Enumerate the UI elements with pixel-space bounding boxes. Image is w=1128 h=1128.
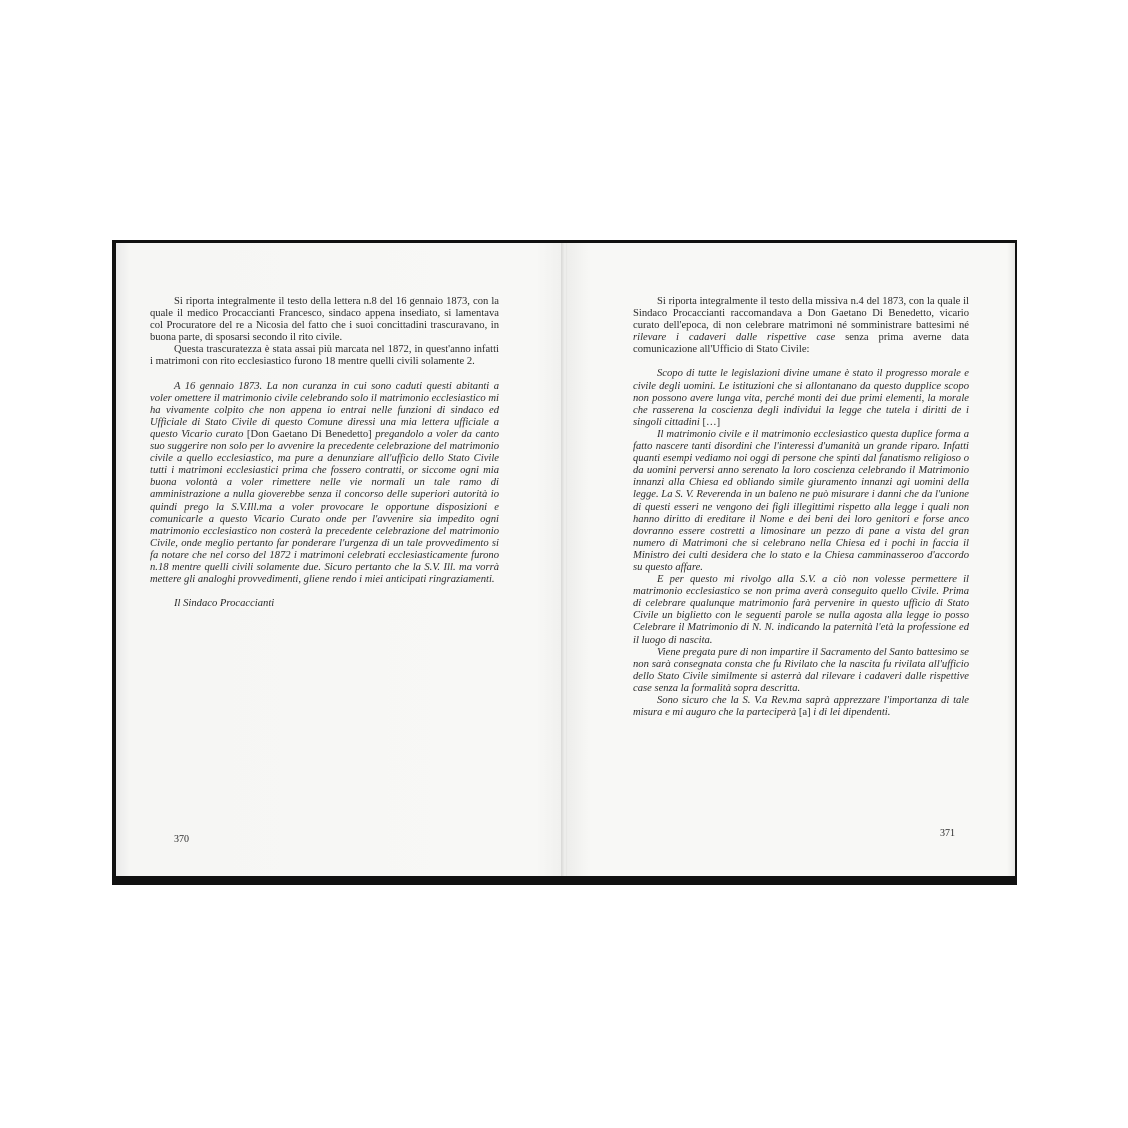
right-intro-start: Si riporta integralmente il testo della missiva n.4 del 1873, con la quale il Sindaco Procaccianti raccomandava a Don Gaetano Di Benedetto, vicario curato dell'epoca, di non celebrare matrimoni né somministrare battesimi né	[633, 296, 969, 332]
right-intro-italic: rilevare i cadaveri dalle rispettive case	[633, 332, 836, 344]
left-intro-paragraph: Si riporta integralmente il testo della lettera n.8 del 16 gennaio 1873, con la quale il medico Procaccianti Francesco, sindaco appena insediato, si lamentava col Procuratore del re a Nicosia del fatto che i suoi concittadini trascuravano, in buona parte, di sposarsi secondo il rito civile.	[150, 296, 499, 344]
right-intro-end: senza prima averne data comunicazione all'Ufficio di Stato Civile:	[633, 332, 969, 356]
missive-paragraph-3: E per questo mi rivolgo alla S.V. a ciò non volesse permettere il matrimonio ecclesiastico se non prima averà conseguito quello Civile. Prima di celebrare qualunque matrimonio farà pervenire in questo ufficio di Stato Civile un biglietto con le seguenti parole se nulla agosta alla legge io posso Celebrare il Matrimonio di N. N. indicando la paternità l'età la professione ed il luogo di nascita.	[633, 574, 969, 646]
open-book-scan	[112, 240, 1017, 885]
missive-paragraph-1-text: Scopo di tutte le legislazioni divine umane è stato il progresso morale e civile degli uomini. Le istituzioni che si allontanano da questo dupplice scopo non possono avere lunga vita, perché monti dei due primi elementi, la morale che rasserena la coscienza degli individui la legge che tutela i diritti de i singoli cittadini	[633, 368, 969, 428]
missive-paragraph-5-start: Sono sicuro che la S. V.a Rev.ma saprà apprezzare l'importanza di tale misura e mi auguro che la parteciperà	[633, 695, 969, 719]
missive-paragraph-5	[633, 695, 969, 719]
left-page-body	[150, 296, 499, 610]
page-number-left: 370	[174, 834, 189, 845]
page-number-right: 371	[940, 828, 955, 839]
right-page	[567, 243, 1015, 876]
right-page-body	[633, 296, 969, 719]
letter-signature: Il Sindaco Procaccianti	[174, 598, 275, 610]
missive-paragraph-2: Il matrimonio civile e il matrimonio ecclesiastico questa duplice forma a fatto nascere tanti disordini che l'interessi d'umanità un grande riparo. Infatti quanti esempi vediamo noi oggi di persone che spinti dal fanatismo religioso o da uomini perversi anno serenato la loro coscienza celebrando il Matrimonio innanzi alla Chiesa ed obliando simile giuramento innanzi agi uomini della legge. La S. V. Reverenda in un baleno ne può misurare i danni che da l'unione di questi esseri ne vengono dei figli illegittimi rispetto alla legge i quali non hanno diritto di ereditare il Nome e dei beni dei loro genitori e forse anco dovranno essere costretti a limosinare un pezzo di pane a vista del gran numero di Matrimoni che si celebrano nella Chiesa ed i pochi in faccia il Ministro dei culti desidera che lo stato e la Chiesa camminasseroo d'accordo su questo affare.	[633, 428, 969, 573]
missive-editorial-insert: [a]	[798, 707, 811, 719]
missive-paragraph-1	[633, 368, 969, 428]
letter-text-start: A 16 gennaio 1873. La non curanza in cui sono caduti questi abitanti a voler omettere il matrimonio civile celebrando solo il matrimonio ecclesiastico mi ha vivamente colpito che non appena io entrai nelle funzioni di sindaco ed Ufficiale di Stato Civile di questo Comune diressi una mia lettera ufficiale a questo Vicario curato	[150, 380, 499, 440]
left-page	[116, 243, 565, 876]
letter-editorial-insert: [Don Gaetano Di Benedetto]	[246, 428, 372, 440]
missive-ellipsis: […]	[702, 416, 721, 428]
right-intro-paragraph	[633, 296, 969, 356]
left-note-paragraph: Questa trascuratezza è stata assai più marcata nel 1872, in quest'anno infatti i matrimoni con rito ecclesiastico furono 18 mentre quelli civili solamente 2.	[150, 344, 499, 368]
missive-paragraph-4: Viene pregata pure di non impartire il Sacramento del Santo battesimo se non sarà consegnata consta che fu Rivilato che la nascita fu rivilata all'ufficio dello Stato Civile similmente si asterrà dal rilevare i cadaveri dalle rispettive case senza la formalità sopra descritta.	[633, 646, 969, 694]
letter-text-rest: pregandolo a voler da canto suo suggerire non solo per lo avvenire la precedente celebrazione del matrimonio civile a quello ecclesiastico, ma pure a denunziare all'ufficio dello Stato Civile tutti i matrimoni ecclesiastici prima che fossero contratti, or siccome ogni mia buona volontà a voler rimettere nelle vie normali un tale ramo di amministrazione a nulla gioverebbe senza il concorso delle superiori autorità io quindi prego la S.V.Ill.ma a voler provocare le opportune disposizioni e comunicarle a questo Vicario Curato onde per l'avvenire sia impedito ogni matrimonio ecclesiastico non costerà la precedente celebrazione del matrimonio Civile, onde meglio pertanto far ponderare l'urgenza di un tale provvedimento si fa notare che nel corso del 1872 i matrimoni celebrati ecclesiasticamente furono n.18 mentre quelli civili solamente due. Sicuro pertanto che la S.V. Ill. ma vorrà mettere gli analoghi provvedimenti, gliene rendo i miei anticipati ringraziamenti.	[150, 428, 499, 586]
letter-paragraph	[150, 381, 499, 587]
missive-paragraph-5-end: i di lei dipendenti.	[813, 707, 891, 719]
